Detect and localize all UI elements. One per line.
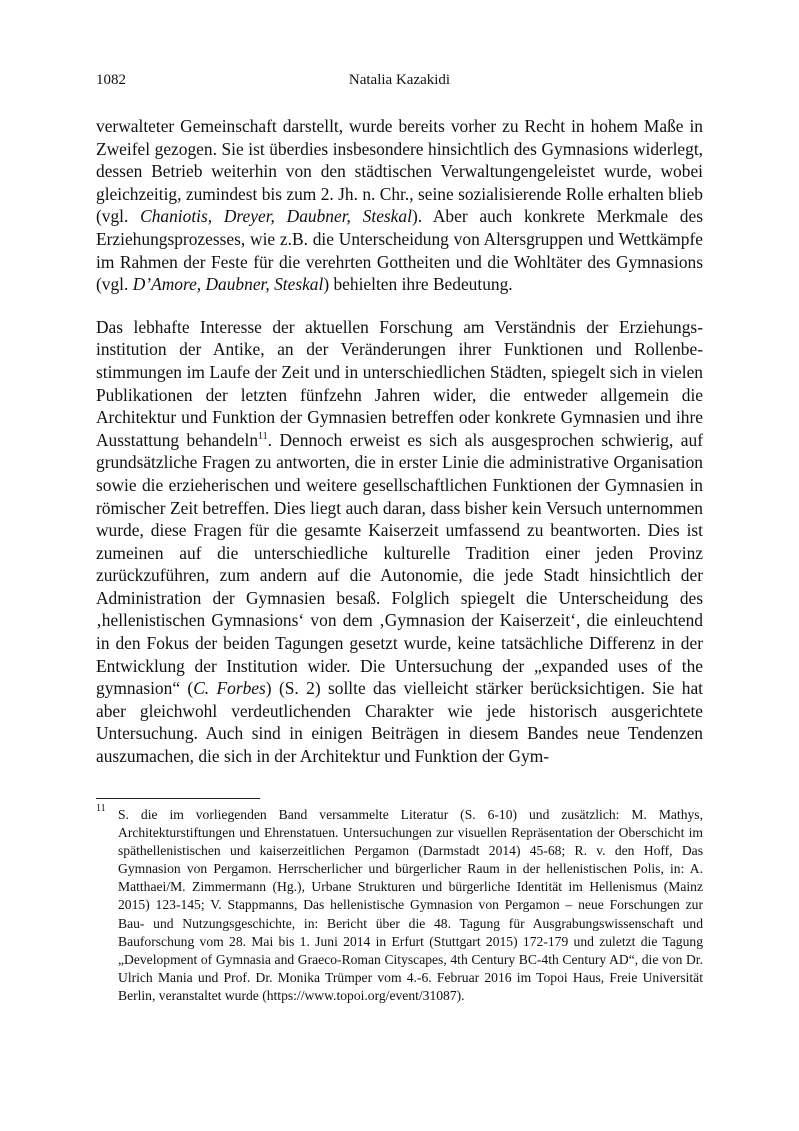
footnote-reference[interactable]: 11 <box>258 430 268 442</box>
footnote-mark: 11 <box>96 803 106 814</box>
paragraph-2-text-b: . Dennoch erweist es sich als ausgesprochen schwierig, auf grundsätzliche Fragen zu antworten, die in erster Linie die administrative Organisation sowie die erzieherischen und weitere gesellschaftlichen Funktionen der Gymnasien in römischer Zeit betreffen. Dies liegt auch daran, dass bisher kein Versuch unternommen wurde, diese Fragen für die gesamte Kaiserzeit umfassend zu beantworten. Dies ist zumeinen auf die unterschiedliche kulturelle Tradition einer jeden Provinz zurückzuführen, zum andern auf die Autonomie, die jede Stadt hinsichtlich der Administration der Gymnasien besaß. Folglich spiegelt die Unterscheidung des ‚hellenistischen Gymnasions‘ von dem ‚Gymnasion der Kaiserzeit‘, die einleuchtend in den Fokus der beiden Tagungen gesetzt wurde, keine tatsächliche Differenz in der Entwicklung der Institution wider. Die Untersuchung der „expanded uses of the gymnasion“ ( <box>96 429 703 699</box>
paragraph-1-text-b: ). Aber auch konkrete Merkmale des Erziehungsprozesses, wie z.B. die Unterscheidung von Altersgruppen und Wettkämpfe im Rahmen der Feste für die verehrten Gottheiten und die Wohltäter des Gymnasions (vgl. <box>96 206 703 295</box>
paragraph-1-text-a: verwalteter Gemeinschaft darstellt, wurde bereits vorher zu Recht in hohem Maße in Zweifel gezogen. Sie ist überdies insbesondere hinsichtlich des Gymnasions widerlegt, dessen Betrieb weiterhin von den städtischen Verwaltungengeleistet wurde, wobei gleichzeitig, zumindest bis zum 2. Jh. n. Chr., seine sozialisierende Rolle erhalten blieb (vgl. <box>96 116 703 227</box>
paragraph-2 <box>96 316 703 768</box>
paragraph-1 <box>96 115 703 296</box>
page-header <box>96 72 703 94</box>
footnote-text: S. die im vorliegenden Band versammelte Literatur (S. 6-10) und zusätzlich: M. Mathys, Architekturstiftungen und Ehrenstatuen. Untersuchungen zur visuellen Repräsentation der Oberschicht im späthellenistischen und kaiserzeitlichen Pergamon (Darmstadt 2014) 45-68; R. v. den Hoff, Das Gymnasion von Pergamon. Herrscherlicher und bürgerlicher Raum in der hellenistischen Polis, in: A. Matthaei/M. Zimmermann (Hg.), Urbane Strukturen und bürgerliche Identität im Hellenismus (Mainz 2015) 123-145; V. Stappmanns, Das hellenistische Gymnasion von Pergamon – neue Forschungen zur Bau- und Nutzungsgeschichte, in: Bericht über die 48. Tagung für Ausgrabungswissenschaft und Bauforschung vom 28. Mai bis 1. Juni 2014 in Erfurt (Stuttgart 2015) 172-179 und zuletzt die Tagung „Development of Gymnasia and Graeco-Roman Cityscapes, 4th Century BC-4th Century AD“, die von Dr. Ulrich Mania und Prof. Dr. Monika Trümper vom 4.-6. Februar 2016 im Topoi Haus, Freie Universität Berlin, veranstaltet wurde (https://www.topoi.org/event/31087). <box>118 807 703 1003</box>
running-head: Natalia Kazakidi <box>348 72 451 88</box>
footnotes <box>96 803 703 1005</box>
paragraph-2-text-a: Das lebhafte Interesse der aktuellen Forschung am Verständnis der Erziehungsinstitution der Antike, an der Veränderungen ihrer Funktionen und Rollenbestimmungen im Laufe der Zeit und in unterschiedlichen Städten, spiegelt sich in vielen Publikationen der letzten fünfzehn Jahren wider, die entweder allgemein die Architektur und Funktion der Gymnasien betreffen oder konkrete Gymnasien und ihre Ausstattung behandeln <box>96 316 703 450</box>
paragraph-1-citation-b: D’Amore, Daubner, Steskal <box>132 274 324 295</box>
paragraph-2-text-c: ) (S. 2) sollte das vielleicht stärker berücksichtigen. Sie hat aber gleichwohl verdeutlichenden Charakter wie jede historisch ausgerichtete Untersuchung. Auch sind in einigen Beiträgen in diesem Bandes neue Tendenzen auszumachen, die sich in der Architektur und Funktion der Gym- <box>96 678 703 767</box>
footnote-11 <box>96 803 703 1005</box>
footnote-divider <box>96 798 260 799</box>
paragraph-1-text-c: ) behielten ihre Bedeutung. <box>323 274 513 295</box>
page-number: 1082 <box>96 72 126 88</box>
paragraph-2-citation: C. Forbes <box>193 678 266 699</box>
paragraph-1-citation-a: Chaniotis, Dreyer, Daubner, Steskal <box>140 206 412 227</box>
main-text <box>96 115 703 768</box>
